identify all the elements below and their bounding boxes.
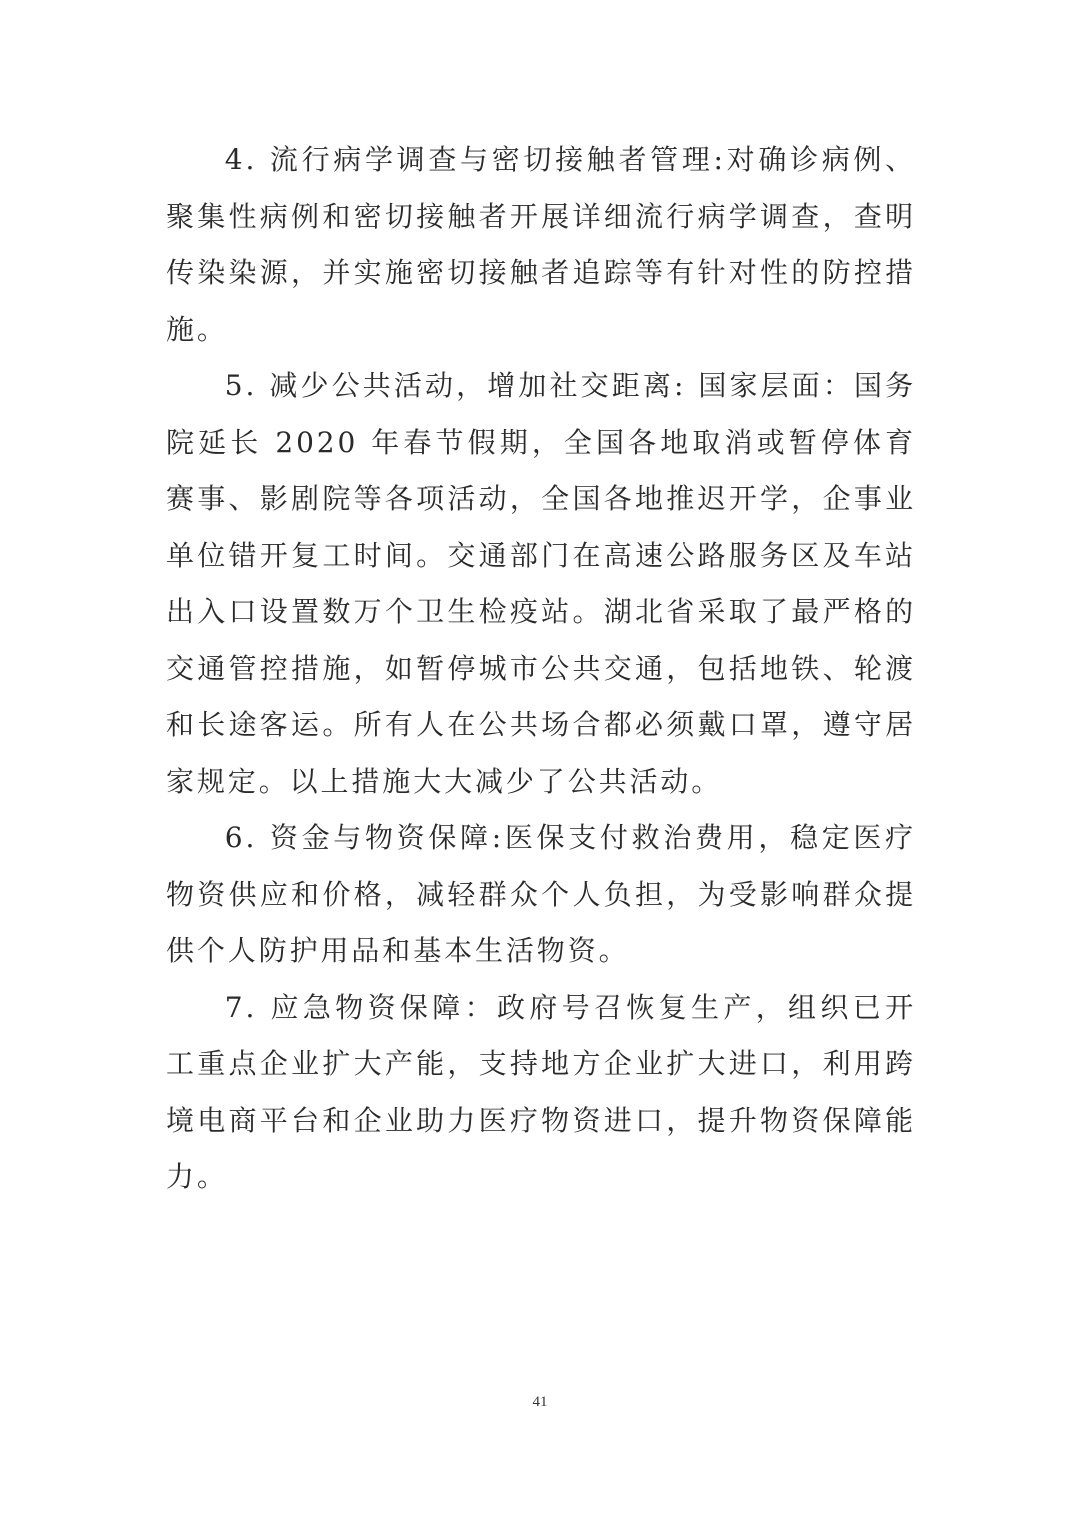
page-number: 41 [532, 1394, 548, 1410]
paragraph-reduce-public-activities: 5. 减少公共活动，增加社交距离: 国家层面：国务院延长 2020 年春节假期，全国各地取消或暂停体育赛事、影剧院等各项活动，全国各地推迟开学，企事业单位错开复工时间。交通部门在高速公路服务区及车站出入口设置数万个卫生检疫站。湖北省采取了最严格的交通管控措施，如暂停城市公共交通，包括地铁、轮渡和长途客运。所有人在公共场合都必须戴口罩，遵守居家规定。以上措施大大减少了公共活动。 [166, 369, 916, 798]
paragraph-emergency-supplies: 7. 应急物资保障：政府号召恢复生产，组织已开工重点企业扩大产能，支持地方企业扩大进口，利用跨境电商平台和企业助力医疗物资进口，提升物资保障能力。 [166, 990, 916, 1193]
paragraph-funding-and-supplies: 6. 资金与物资保障:医保支付救治费用，稳定医疗物资供应和价格，减轻群众个人负担，为受影响群众提供个人防护用品和基本生活物资。 [166, 821, 916, 967]
paragraph-epidemiological-investigation: 4. 流行病学调查与密切接触者管理:对确诊病例、聚集性病例和密切接触者开展详细流行病学调查，查明传染染源，并实施密切接触者追踪等有针对性的防控措施。 [166, 143, 916, 346]
body-text [166, 132, 916, 1206]
